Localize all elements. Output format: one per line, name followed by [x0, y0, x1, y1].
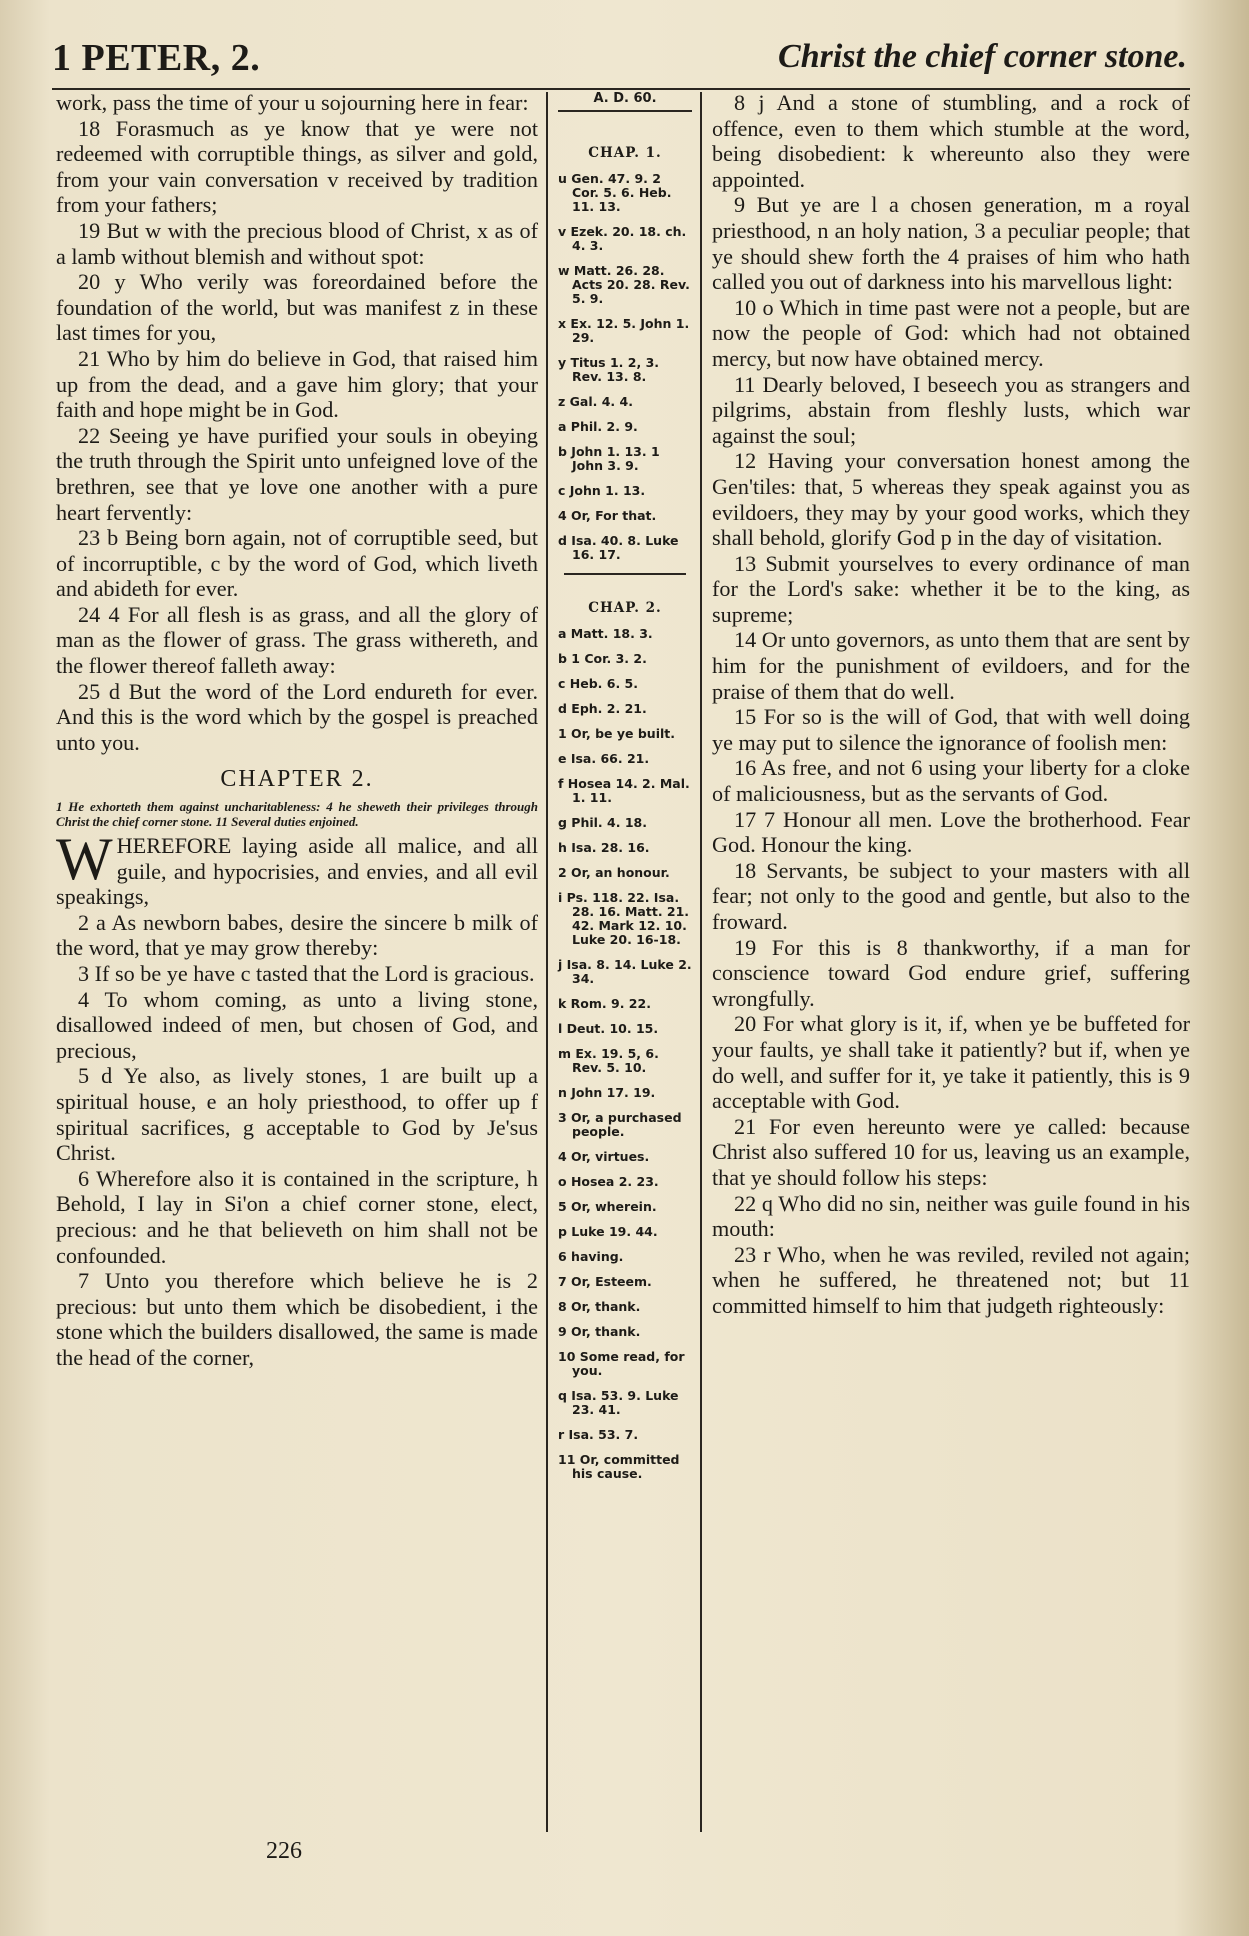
cross-reference: w Matt. 26. 28. Acts 20. 28. Rev. 5. 9. — [558, 263, 690, 306]
verse: 6 Wherefore also it is contained in the scripture, h Behold, I lay in Si'on a chief corner stone, elect, precious: and he that believeth on him shall not be confounded. — [56, 1165, 538, 1268]
book-chapter-header: 1 PETER, 2. — [52, 37, 261, 79]
cross-reference: d Eph. 2. 21. — [558, 701, 647, 716]
verse: 7 Unto you therefore which believe he is 2 precious: but unto them which be disobedient, i the stone which the builders disallowed, the same is made the head of the corner, — [56, 1268, 538, 1370]
reference-column — [558, 90, 692, 1492]
cross-reference: n John 17. 19. — [558, 1085, 656, 1100]
cross-reference: 3 Or, a purchased people. — [558, 1110, 682, 1139]
cross-reference: f Hosea 14. 2. Mal. 1. 11. — [558, 776, 690, 805]
cross-reference: 5 Or, wherein. — [558, 1199, 657, 1214]
right-text-column — [712, 90, 1190, 1319]
verse: 18 Forasmuch as ye know that ye were not redeemed with corruptible things, as silver and gold, from your vain conversation v received by tradition from your fathers; — [56, 115, 538, 218]
verse: 11 Dearly beloved, I beseech you as strangers and pilgrims, abstain from fleshly lusts, which war against the soul; — [712, 371, 1190, 448]
ref-rule — [564, 573, 686, 575]
cross-reference: 6 having. — [558, 1249, 624, 1264]
cross-reference: a Matt. 18. 3. — [558, 626, 653, 641]
cross-reference: 10 Some read, for you. — [558, 1349, 685, 1378]
cross-reference: c Heb. 6. 5. — [558, 676, 638, 691]
verse: 22 Seeing ye have purified your souls in obeying the truth through the Spirit unto unfeigned love of the brethren, see that ye love one another with a pure heart fervently: — [56, 422, 538, 525]
verse: 23 b Being born again, not of corruptible seed, but of incorruptible, c by the word of God, which liveth and abideth for ever. — [56, 525, 538, 602]
running-title: Christ the chief corner stone. — [778, 38, 1187, 75]
column-divider-left — [546, 92, 548, 1832]
ref-chapter-heading: CHAP. 1. — [588, 145, 662, 161]
cross-reference: 4 Or, For that. — [558, 508, 657, 523]
verse: 18 Servants, be subject to your masters with all fear; not only to the good and gentle, but also to the froward. — [712, 857, 1190, 934]
cross-reference: g Phil. 4. 18. — [558, 815, 647, 830]
page-number: 226 — [266, 1838, 302, 1864]
verse: 2 a As newborn babes, desire the sincere b milk of the word, that ye may grow thereby: — [56, 909, 538, 961]
cross-reference: u Gen. 47. 9. 2 Cor. 5. 6. Heb. 11. 13. — [558, 171, 672, 214]
cross-reference: k Rom. 9. 22. — [558, 996, 651, 1011]
verse: 5 d Ye also, as lively stones, 1 are built up a spiritual house, e an holy priesthood, to offer up f spiritual sacrifices, g acceptable to God by Je'sus Christ. — [56, 1063, 538, 1166]
cross-reference: y Titus 1. 2, 3. Rev. 13. 8. — [558, 355, 660, 384]
cross-reference: x Ex. 12. 5. John 1. 29. — [558, 316, 690, 345]
verse: 19 For this is 8 thankworthy, if a man for conscience toward God endure grief, suffering wrongfully. — [712, 934, 1190, 1011]
chapter-synopsis: 1 He exhorteth them against uncharitableness: 4 he sheweth their privileges through Christ the chief corner stone. 11 Several duties enjoined. — [56, 799, 538, 830]
verse: 22 q Who did no sin, neither was guile found in his mouth: — [712, 1190, 1190, 1242]
column-divider-right — [700, 92, 702, 1832]
cross-reference: v Ezek. 20. 18. ch. 4. 3. — [558, 224, 687, 253]
cross-reference: o Hosea 2. 23. — [558, 1174, 659, 1189]
cross-reference: l Deut. 10. 15. — [558, 1021, 659, 1036]
ref-chapter-heading: CHAP. 2. — [588, 600, 662, 616]
cross-reference: b 1 Cor. 3. 2. — [558, 651, 647, 666]
chapter-heading: CHAPTER 2. — [220, 766, 374, 793]
verse: 20 y Who verily was foreordained before the foundation of the world, but was manifest z in these last times for you, — [56, 269, 538, 346]
verse: 24 4 For all flesh is as grass, and all the glory of man as the flower of grass. The grass withereth, and the flower thereof falleth away: — [56, 601, 538, 679]
cross-reference: c John 1. 13. — [558, 483, 646, 498]
cross-reference: 1 Or, be ye built. — [558, 726, 675, 741]
cross-reference: m Ex. 19. 5, 6. Rev. 5. 10. — [558, 1046, 659, 1075]
cross-reference: e Isa. 66. 21. — [558, 751, 650, 766]
verse: 13 Submit yourselves to every ordinance of man for the Lord's sake: whether it be to the king, as supreme; — [712, 550, 1190, 627]
verse: 12 Having your conversation honest among the Gen'tiles: that, 5 whereas they speak against you as evildoers, they may by your good works, which they shall behold, glorify God p in the day of visitation. — [712, 448, 1190, 551]
anno-domini: A. D. 60. — [593, 91, 657, 106]
cross-reference: z Gal. 4. 4. — [558, 394, 633, 409]
verse: 21 For even hereunto were ye called: because Christ also suffered 10 for us, leaving us an example, that ye should follow his steps: — [712, 1113, 1190, 1190]
cross-reference: j Isa. 8. 14. Luke 2. 34. — [558, 957, 692, 986]
verse: 14 Or unto governors, as unto them that are sent by him for the punishment of evildoers, and for the praise of them that do well. — [712, 627, 1190, 704]
drop-cap: W — [56, 826, 113, 893]
cross-reference: a Phil. 2. 9. — [558, 419, 638, 434]
verse: 10 o Which in time past were not a people, but are now the people of God: which had not obtained mercy, but now have obtained mercy. — [712, 294, 1190, 371]
cross-reference: 7 Or, Esteem. — [558, 1274, 652, 1289]
verse: 16 As free, and not 6 using your liberty for a cloke of maliciousness, but as the servants of God. — [712, 755, 1190, 807]
cross-reference: r Isa. 53. 7. — [558, 1427, 639, 1442]
verse-first — [56, 826, 538, 910]
verse: 3 If so be ye have c tasted that the Lord is gracious. — [78, 961, 535, 986]
cross-reference: 2 Or, an honour. — [558, 865, 670, 880]
verse: 17 7 Honour all men. Love the brotherhood. Fear God. Honour the king. — [712, 806, 1190, 858]
cross-reference: q Isa. 53. 9. Luke 23. 41. — [558, 1388, 679, 1417]
verse: work, pass the time of your u sojourning here in fear: — [56, 90, 529, 115]
verse: 19 But w with the precious blood of Christ, x as of a lamb without blemish and without spot: — [56, 217, 538, 269]
cross-reference: 11 Or, committed his cause. — [558, 1452, 680, 1481]
verse: 8 j And a stone of stumbling, and a rock of offence, even to them which stumble at the word, being disobedient: k whereunto also they were appointed. — [712, 90, 1190, 192]
verse: 15 For so is the will of God, that with well doing ye may put to silence the ignorance of foolish men: — [712, 704, 1190, 755]
verse: 9 But ye are l a chosen generation, m a royal priesthood, n an holy nation, 3 a peculiar people; that ye should shew forth the 4 praises of him who hath called you out of darkness into his marvellous light: — [712, 192, 1190, 295]
verse: 20 For what glory is it, if, when ye be buffeted for your faults, ye shall take it patiently? but if, when ye do well, and suffer for it, ye take it patiently, this is 9 acceptable with God. — [712, 1011, 1190, 1114]
cross-reference: i Ps. 118. 22. Isa. 28. 16. Matt. 21. 42. Mark 12. 10. Luke 20. 16-18. — [558, 890, 690, 947]
cross-reference: p Luke 19. 44. — [558, 1224, 658, 1239]
cross-reference: d Isa. 40. 8. Luke 16. 17. — [558, 533, 679, 562]
cross-reference: 4 Or, virtues. — [558, 1149, 650, 1164]
verse: 23 r Who, when he was reviled, reviled not again; when he suffered, he threatened not; but 11 committed himself to him that judgeth righteously: — [712, 1241, 1190, 1318]
cross-reference: 9 Or, thank. — [558, 1324, 641, 1339]
cross-reference: h Isa. 28. 16. — [558, 840, 650, 855]
verse-text: HEREFORE laying aside all malice, and all guile, and hypocrisies, and envies, and all evil speakings, — [56, 833, 538, 910]
cross-reference: 8 Or, thank. — [558, 1299, 641, 1314]
left-text-column — [56, 90, 538, 1371]
verse: 4 To whom coming, as unto a living stone, disallowed indeed of men, but chosen of God, and precious, — [56, 986, 538, 1063]
verse: 21 Who by him do believe in God, that raised him up from the dead, and a gave him glory; that your faith and hope might be in God. — [56, 345, 538, 423]
verse: 25 d But the word of the Lord endureth for ever. And this is the word which by the gospel is preached unto you. — [56, 678, 538, 755]
ref-rule — [558, 110, 692, 112]
cross-reference: b John 1. 13. 1 John 3. 9. — [558, 444, 660, 473]
